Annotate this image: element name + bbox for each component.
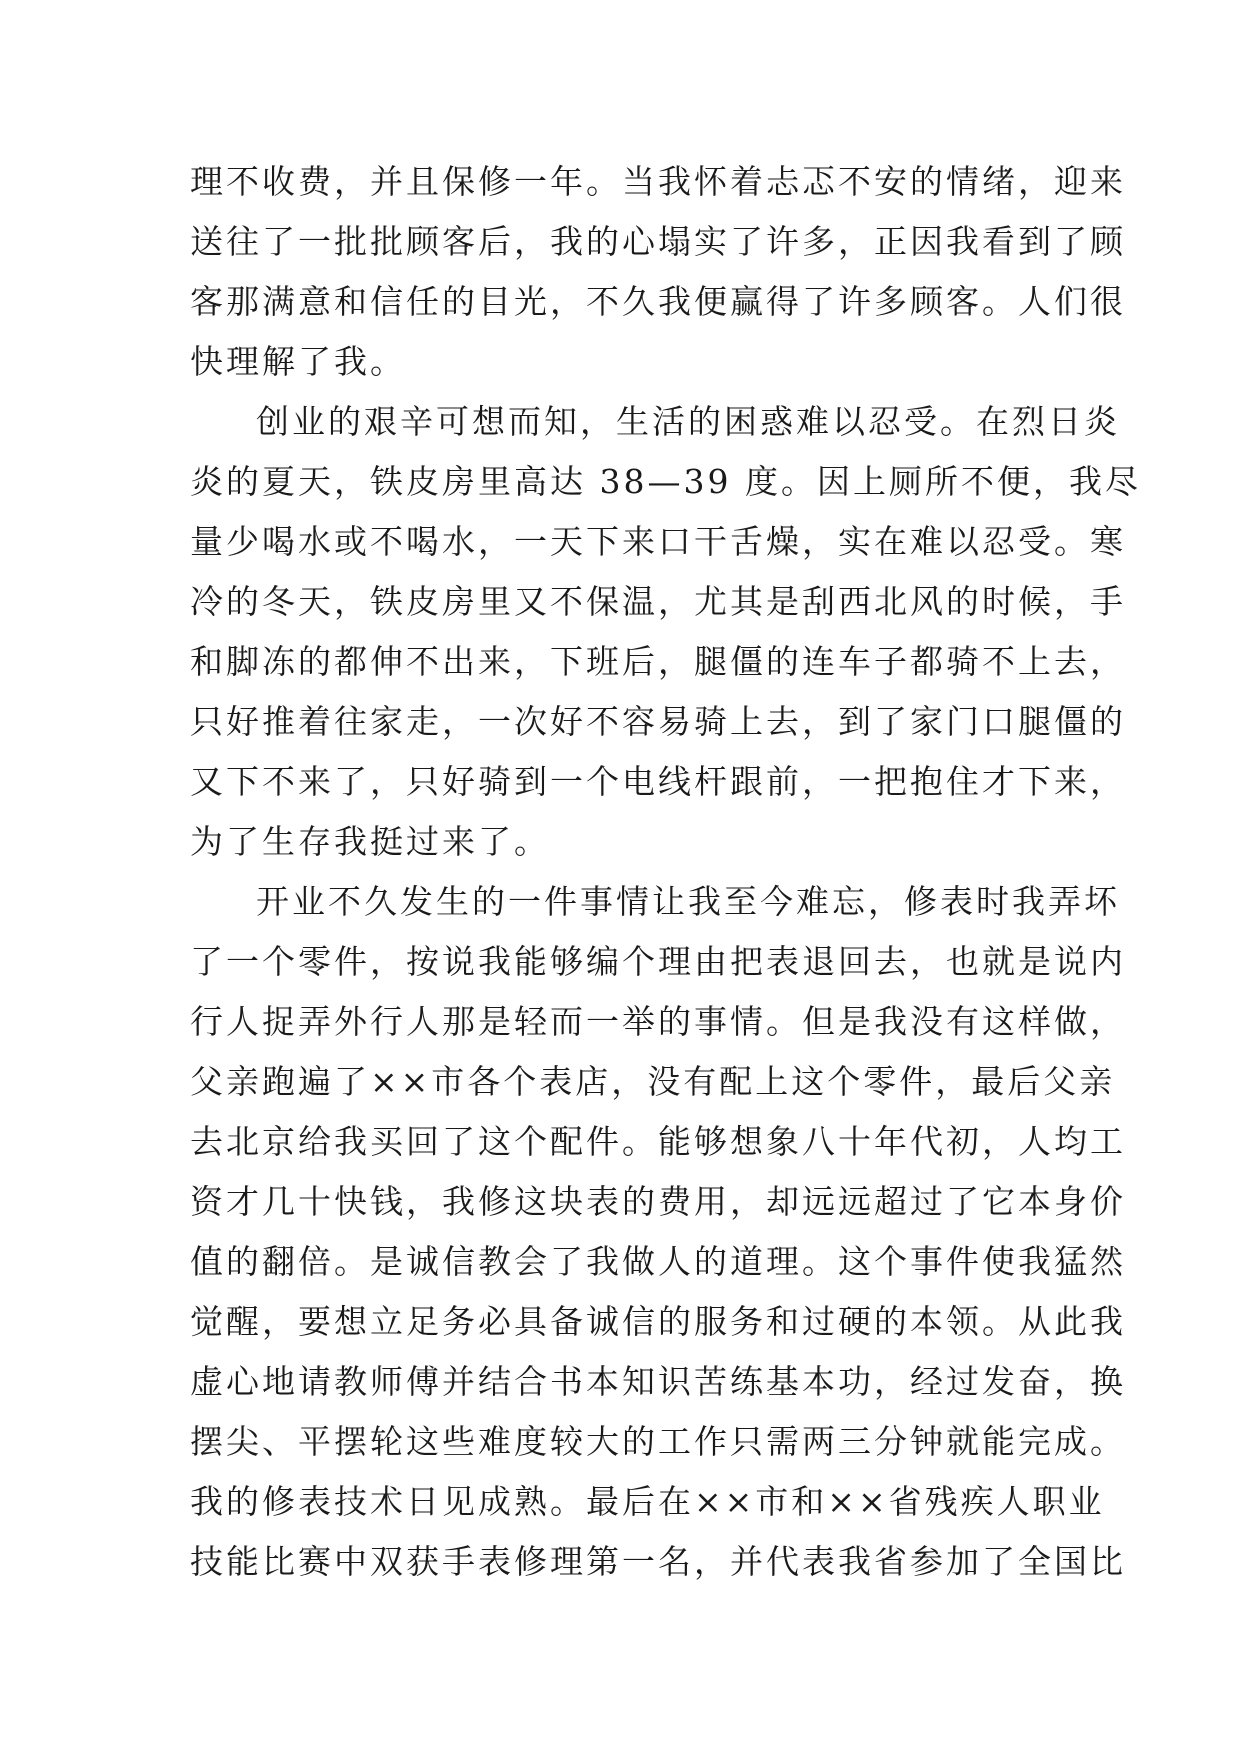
text-line: 技能比赛中双获手表修理第一名，并代表我省参加了全国比	[190, 1542, 1126, 1581]
paragraph-1	[190, 152, 1126, 392]
text-line: 量少喝水或不喝水，一天下来口干舌燥，实在难以忍受。寒	[190, 522, 1126, 561]
text-line: 创业的艰辛可想而知，生活的困惑难以忍受。在烈日炎	[256, 402, 1120, 441]
paragraph-2	[190, 392, 1141, 872]
text-line: 了一个零件，按说我能够编个理由把表退回去，也就是说内	[190, 942, 1126, 981]
text-line: 虚心地请教师傅并结合书本知识苦练基本功，经过发奋，换	[190, 1362, 1126, 1401]
text-line: 只好推着往家走，一次好不容易骑上去，到了家门口腿僵的	[190, 702, 1126, 741]
text-line: 为了生存我挺过来了。	[190, 822, 550, 861]
text-line: 客那满意和信任的目光，不久我便赢得了许多顾客。人们很	[190, 282, 1126, 321]
text-line: 觉醒，要想立足务必具备诚信的服务和过硬的本领。从此我	[190, 1302, 1126, 1341]
text-line: 炎的夏天，铁皮房里高达 38—39 度。因上厕所不便，我尽	[190, 462, 1141, 501]
paragraph-3	[190, 872, 1126, 1592]
text-line: 开业不久发生的一件事情让我至今难忘，修表时我弄坏	[256, 882, 1120, 921]
text-line: 快理解了我。	[190, 342, 406, 381]
text-line: 又下不来了，只好骑到一个电线杆跟前，一把抱住才下来，	[190, 762, 1126, 801]
text-line: 摆尖、平摆轮这些难度较大的工作只需两三分钟就能完成。	[190, 1422, 1126, 1461]
text-line: 冷的冬天，铁皮房里又不保温，尤其是刮西北风的时候，手	[190, 582, 1126, 621]
text-line: 理不收费，并且保修一年。当我怀着忐忑不安的情绪，迎来	[190, 162, 1126, 201]
text-line: 行人捉弄外行人那是轻而一举的事情。但是我没有这样做，	[190, 1002, 1126, 1041]
text-line: 去北京给我买回了这个配件。能够想象八十年代初，人均工	[190, 1122, 1126, 1161]
text-line: 我的修表技术日见成熟。最后在××市和××省残疾人职业	[190, 1482, 1105, 1521]
text-line: 资才几十快钱，我修这块表的费用，却远远超过了它本身价	[190, 1182, 1126, 1221]
text-line: 父亲跑遍了××市各个表店，没有配上这个零件，最后父亲	[190, 1062, 1116, 1101]
text-line: 值的翻倍。是诚信教会了我做人的道理。这个事件使我猛然	[190, 1242, 1126, 1281]
text-line: 和脚冻的都伸不出来，下班后，腿僵的连车子都骑不上去，	[190, 642, 1126, 681]
text-line: 送往了一批批顾客后，我的心塌实了许多，正因我看到了顾	[190, 222, 1126, 261]
document-body	[190, 152, 1141, 1592]
